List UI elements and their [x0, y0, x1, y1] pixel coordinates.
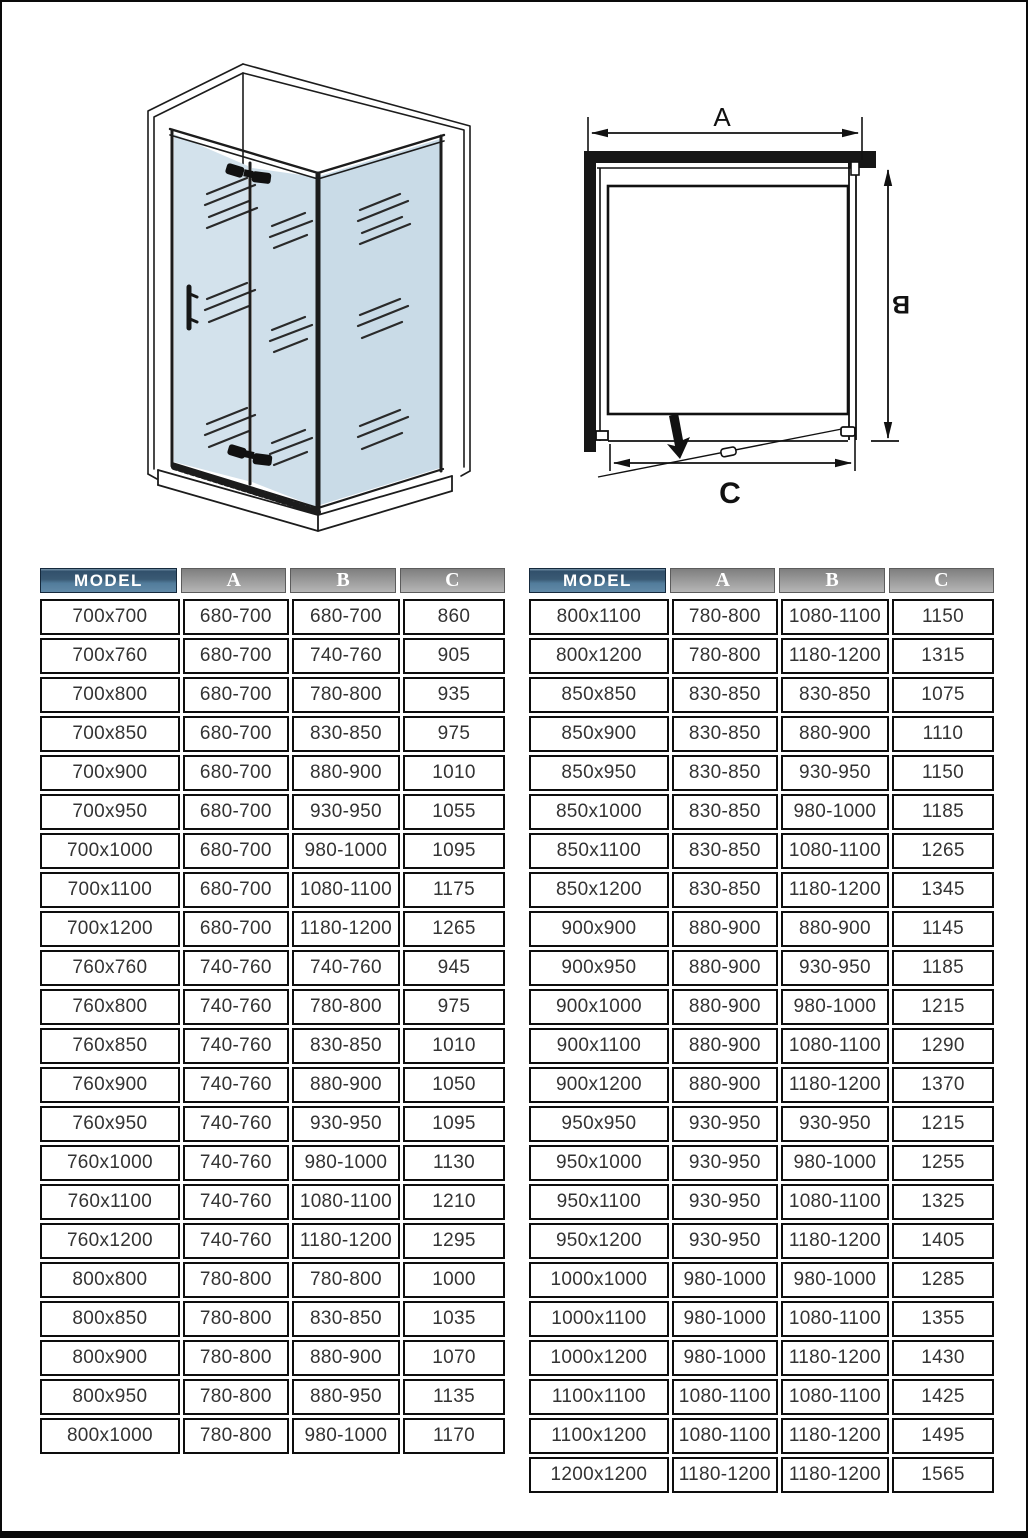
dim-a-cell: 680-700 [183, 755, 289, 791]
dim-a-cell: 830-850 [672, 872, 778, 908]
plan-view-diagram [584, 102, 910, 510]
table-row [529, 872, 994, 908]
dim-b-cell: 1180-1200 [781, 1067, 889, 1103]
dim-c-cell: 1130 [403, 1145, 505, 1181]
table-row [40, 833, 505, 869]
dim-a-cell: 680-700 [183, 911, 289, 947]
column-header-c: C [889, 568, 994, 593]
dim-b-cell: 880-900 [781, 911, 889, 947]
model-cell: 950x1200 [529, 1223, 669, 1259]
dim-c-cell: 1425 [892, 1379, 994, 1415]
dim-a-cell: 830-850 [672, 755, 778, 791]
model-cell: 900x1000 [529, 989, 669, 1025]
model-cell: 850x850 [529, 677, 669, 713]
model-cell: 800x800 [40, 1262, 180, 1298]
dim-c-label: C [719, 477, 741, 510]
dim-c-cell: 1150 [892, 599, 994, 635]
dim-b-cell: 1180-1200 [781, 638, 889, 674]
table-row [529, 1184, 994, 1220]
model-cell: 850x950 [529, 755, 669, 791]
dim-a-cell: 830-850 [672, 677, 778, 713]
table-row [529, 1301, 994, 1337]
dim-c-cell: 1265 [892, 833, 994, 869]
dim-c-cell: 1175 [403, 872, 505, 908]
dim-c-cell: 1285 [892, 1262, 994, 1298]
model-cell: 700x800 [40, 677, 180, 713]
dim-b-cell: 1180-1200 [781, 1340, 889, 1376]
dim-b-cell: 1080-1100 [781, 1301, 889, 1337]
dim-b-cell: 830-850 [292, 1028, 400, 1064]
table-row [529, 1340, 994, 1376]
dim-a-cell: 880-900 [672, 911, 778, 947]
table-row [529, 599, 994, 635]
dim-b-cell: 880-900 [292, 1067, 400, 1103]
dim-a-cell: 680-700 [183, 794, 289, 830]
model-cell: 1000x1100 [529, 1301, 669, 1337]
table-row [529, 833, 994, 869]
table-row [40, 1067, 505, 1103]
dim-a-cell: 740-760 [183, 1106, 289, 1142]
table-row [529, 911, 994, 947]
dim-a-cell: 780-800 [183, 1340, 289, 1376]
dim-c-cell: 975 [403, 989, 505, 1025]
dim-c-cell: 945 [403, 950, 505, 986]
dim-c-cell: 1565 [892, 1457, 994, 1493]
dim-a-cell: 680-700 [183, 872, 289, 908]
top-hinge-right-clamp [251, 171, 271, 184]
dim-a-cell: 830-850 [672, 716, 778, 752]
dim-c-cell: 1215 [892, 989, 994, 1025]
model-cell: 700x1200 [40, 911, 180, 947]
size-table-left [37, 568, 508, 1457]
dim-a-cell: 880-900 [672, 1067, 778, 1103]
dim-c-cell: 1035 [403, 1301, 505, 1337]
dim-b-cell: 1080-1100 [781, 1379, 889, 1415]
dim-c-cell: 1010 [403, 755, 505, 791]
dim-b-cell: 980-1000 [781, 1262, 889, 1298]
dim-c-cell: 1110 [892, 716, 994, 752]
table-row [40, 1184, 505, 1220]
left-wall-foot [148, 474, 157, 479]
table-row [40, 911, 505, 947]
table-row [529, 755, 994, 791]
dim-a-cell: 780-800 [183, 1301, 289, 1337]
dim-a-label: A [713, 102, 731, 132]
dim-a-cell: 740-760 [183, 1067, 289, 1103]
dim-b-cell: 880-900 [292, 1340, 400, 1376]
dim-a-cell: 740-760 [183, 950, 289, 986]
table-row [40, 599, 505, 635]
dim-b-cell: 780-800 [292, 989, 400, 1025]
table-row [529, 638, 994, 674]
dim-a-cell: 780-800 [672, 599, 778, 635]
dim-b-cell: 1080-1100 [781, 599, 889, 635]
dim-a-cell: 980-1000 [672, 1301, 778, 1337]
table-row [529, 1262, 994, 1298]
dim-b-cell: 980-1000 [292, 1418, 400, 1454]
dim-b-cell: 1080-1100 [781, 1028, 889, 1064]
model-cell: 800x900 [40, 1340, 180, 1376]
plan-wall-bracket [851, 162, 859, 175]
table-row [40, 638, 505, 674]
dim-c-cell: 935 [403, 677, 505, 713]
dim-c-cell: 1185 [892, 794, 994, 830]
dim-c-cell: 1185 [892, 950, 994, 986]
model-cell: 950x1000 [529, 1145, 669, 1181]
dim-c-cell: 905 [403, 638, 505, 674]
dim-b-cell: 980-1000 [781, 1145, 889, 1181]
model-cell: 700x760 [40, 638, 180, 674]
dim-b-cell: 740-760 [292, 950, 400, 986]
dimension-c [610, 427, 855, 510]
dim-b-cell: 880-950 [292, 1379, 400, 1415]
model-cell: 760x1000 [40, 1145, 180, 1181]
table-row [40, 716, 505, 752]
dim-c-cell: 1495 [892, 1418, 994, 1454]
dim-a-cell: 780-800 [183, 1418, 289, 1454]
dim-c-cell: 1405 [892, 1223, 994, 1259]
dim-a-cell: 1180-1200 [672, 1457, 778, 1493]
dimension-b [871, 170, 910, 441]
dim-c-cell: 1055 [403, 794, 505, 830]
dim-a-cell: 930-950 [672, 1106, 778, 1142]
table-row [529, 1067, 994, 1103]
dim-c-cell: 1265 [403, 911, 505, 947]
plan-door-handle [720, 447, 736, 458]
dim-b-cell: 740-760 [292, 638, 400, 674]
table-row [529, 950, 994, 986]
dim-a-cell: 680-700 [183, 638, 289, 674]
dim-c-cell: 1210 [403, 1184, 505, 1220]
dim-b-cell: 880-900 [292, 755, 400, 791]
dim-c-cell: 1050 [403, 1067, 505, 1103]
dim-c-cell: 860 [403, 599, 505, 635]
model-cell: 800x950 [40, 1379, 180, 1415]
model-cell: 700x1000 [40, 833, 180, 869]
size-table-right-header-row [526, 568, 997, 593]
dim-c-cell: 1135 [403, 1379, 505, 1415]
dim-b-cell: 1180-1200 [781, 872, 889, 908]
dim-c-cell: 1255 [892, 1145, 994, 1181]
dim-c-cell: 1295 [403, 1223, 505, 1259]
dim-b-cell: 1180-1200 [292, 1223, 400, 1259]
dim-a-cell: 780-800 [183, 1379, 289, 1415]
dim-c-cell: 1095 [403, 1106, 505, 1142]
dim-c-cell: 1290 [892, 1028, 994, 1064]
table-row [40, 1145, 505, 1181]
plan-left-wall [584, 151, 596, 452]
dim-b-cell: 1180-1200 [292, 911, 400, 947]
dim-b-cell: 1080-1100 [292, 1184, 400, 1220]
dim-a-cell: 680-700 [183, 599, 289, 635]
table-row [529, 1028, 994, 1064]
column-header-b: B [290, 568, 395, 593]
dim-b-cell: 930-950 [781, 755, 889, 791]
dim-a-cell: 780-800 [183, 1262, 289, 1298]
dim-c-cell: 1315 [892, 638, 994, 674]
model-cell: 850x1200 [529, 872, 669, 908]
table-row [40, 1028, 505, 1064]
dim-b-cell: 1080-1100 [292, 872, 400, 908]
table-row [529, 716, 994, 752]
model-cell: 800x1200 [529, 638, 669, 674]
table-row [529, 1106, 994, 1142]
dim-c-cell: 1345 [892, 872, 994, 908]
model-cell: 700x850 [40, 716, 180, 752]
dim-a-cell: 830-850 [672, 833, 778, 869]
table-row [529, 1379, 994, 1415]
diagrams-canvas [0, 0, 1028, 545]
dim-c-cell: 1170 [403, 1418, 505, 1454]
right-wall-foot [461, 471, 470, 476]
table-row [40, 1418, 505, 1454]
model-cell: 900x950 [529, 950, 669, 986]
table-row [529, 1145, 994, 1181]
table-row [529, 1223, 994, 1259]
dim-c-cell: 1145 [892, 911, 994, 947]
plan-top-wall [584, 151, 876, 163]
dim-b-label: B [891, 290, 911, 318]
dim-b-cell: 930-950 [292, 794, 400, 830]
dim-b-cell: 930-950 [781, 1106, 889, 1142]
table-row [40, 794, 505, 830]
dim-b-cell: 1180-1200 [781, 1418, 889, 1454]
plan-door-pivot [596, 431, 608, 440]
plan-tray [608, 186, 848, 414]
dim-a-cell: 880-900 [672, 950, 778, 986]
table-row [40, 677, 505, 713]
table-row [40, 1340, 505, 1376]
model-cell: 760x900 [40, 1067, 180, 1103]
plan-door-end-cap [841, 427, 855, 436]
model-cell: 700x950 [40, 794, 180, 830]
model-cell: 1000x1000 [529, 1262, 669, 1298]
model-cell: 800x850 [40, 1301, 180, 1337]
model-cell: 900x1100 [529, 1028, 669, 1064]
dim-a-cell: 740-760 [183, 1223, 289, 1259]
dim-b-cell: 680-700 [292, 599, 400, 635]
column-header-a: A [670, 568, 775, 593]
dim-a-cell: 1080-1100 [672, 1418, 778, 1454]
table-row [40, 950, 505, 986]
dim-b-cell: 780-800 [292, 1262, 400, 1298]
model-cell: 950x950 [529, 1106, 669, 1142]
model-cell: 800x1100 [529, 599, 669, 635]
dim-c-cell: 1075 [892, 677, 994, 713]
table-row [40, 989, 505, 1025]
table-row [529, 677, 994, 713]
model-cell: 900x1200 [529, 1067, 669, 1103]
dim-b-cell: 780-800 [292, 677, 400, 713]
dim-b-cell: 830-850 [292, 1301, 400, 1337]
model-cell: 700x1100 [40, 872, 180, 908]
column-header-b: B [779, 568, 884, 593]
dim-a-cell: 740-760 [183, 1145, 289, 1181]
dim-a-cell: 980-1000 [672, 1340, 778, 1376]
dim-b-cell: 980-1000 [781, 794, 889, 830]
dim-a-cell: 930-950 [672, 1223, 778, 1259]
column-header-a: A [181, 568, 286, 593]
model-cell: 760x1100 [40, 1184, 180, 1220]
dim-c-cell: 1430 [892, 1340, 994, 1376]
model-cell: 900x900 [529, 911, 669, 947]
model-cell: 850x900 [529, 716, 669, 752]
dim-a-cell: 740-760 [183, 989, 289, 1025]
table-row [40, 1379, 505, 1415]
model-cell: 1100x1200 [529, 1418, 669, 1454]
dim-b-cell: 830-850 [781, 677, 889, 713]
size-table-right [526, 568, 997, 1496]
dim-b-cell: 880-900 [781, 716, 889, 752]
column-header-model: MODEL [40, 568, 177, 593]
dim-c-cell: 975 [403, 716, 505, 752]
dim-a-cell: 680-700 [183, 677, 289, 713]
model-cell: 760x800 [40, 989, 180, 1025]
dim-a-cell: 930-950 [672, 1184, 778, 1220]
table-row [529, 1457, 994, 1493]
table-row [40, 1301, 505, 1337]
dim-c-cell: 1325 [892, 1184, 994, 1220]
plan-walls [584, 151, 876, 452]
column-header-model: MODEL [529, 568, 666, 593]
table-row [40, 872, 505, 908]
table-row [529, 794, 994, 830]
table-row [529, 1418, 994, 1454]
dim-b-cell: 930-950 [292, 1106, 400, 1142]
plan-enclosure [596, 162, 859, 477]
dim-b-cell: 980-1000 [292, 1145, 400, 1181]
dim-c-cell: 1095 [403, 833, 505, 869]
dim-c-cell: 1070 [403, 1340, 505, 1376]
model-cell: 700x700 [40, 599, 180, 635]
model-cell: 800x1000 [40, 1418, 180, 1454]
side-panel-glass [320, 139, 440, 505]
table-row [529, 989, 994, 1025]
table-row [40, 755, 505, 791]
dim-b-cell: 1180-1200 [781, 1457, 889, 1493]
size-table-left-grid [37, 596, 508, 1457]
dim-c-cell: 1150 [892, 755, 994, 791]
dim-a-cell: 680-700 [183, 833, 289, 869]
table-row [40, 1262, 505, 1298]
model-cell: 950x1100 [529, 1184, 669, 1220]
dim-a-cell: 680-700 [183, 716, 289, 752]
dim-a-cell: 740-760 [183, 1028, 289, 1064]
model-cell: 760x1200 [40, 1223, 180, 1259]
size-table-right-grid [526, 596, 997, 1496]
model-cell: 760x760 [40, 950, 180, 986]
column-header-c: C [400, 568, 505, 593]
dim-b-cell: 1080-1100 [781, 833, 889, 869]
dim-a-cell: 830-850 [672, 794, 778, 830]
dim-c-cell: 1370 [892, 1067, 994, 1103]
model-cell: 1200x1200 [529, 1457, 669, 1493]
dim-b-cell: 830-850 [292, 716, 400, 752]
size-table-left-header-row [37, 568, 508, 593]
dim-b-cell: 1080-1100 [781, 1184, 889, 1220]
dim-a-cell: 740-760 [183, 1184, 289, 1220]
dim-c-cell: 1000 [403, 1262, 505, 1298]
dim-c-cell: 1355 [892, 1301, 994, 1337]
table-row [40, 1223, 505, 1259]
model-cell: 1000x1200 [529, 1340, 669, 1376]
dim-a-cell: 1080-1100 [672, 1379, 778, 1415]
model-cell: 1100x1100 [529, 1379, 669, 1415]
dim-b-cell: 930-950 [781, 950, 889, 986]
dim-a-cell: 980-1000 [672, 1262, 778, 1298]
dim-b-cell: 1180-1200 [781, 1223, 889, 1259]
model-cell: 760x950 [40, 1106, 180, 1142]
door-swing-arrow-icon [667, 413, 690, 459]
model-cell: 850x1100 [529, 833, 669, 869]
dim-b-cell: 980-1000 [292, 833, 400, 869]
isometric-enclosure-diagram [148, 64, 470, 531]
dim-c-cell: 1215 [892, 1106, 994, 1142]
bottom-hinge-right-clamp [252, 453, 272, 466]
model-cell: 700x900 [40, 755, 180, 791]
dim-a-cell: 930-950 [672, 1145, 778, 1181]
dim-a-cell: 880-900 [672, 989, 778, 1025]
dim-a-cell: 880-900 [672, 1028, 778, 1064]
dim-a-cell: 780-800 [672, 638, 778, 674]
model-cell: 850x1000 [529, 794, 669, 830]
dim-c-cell: 1010 [403, 1028, 505, 1064]
table-row [40, 1106, 505, 1142]
model-cell: 760x850 [40, 1028, 180, 1064]
dim-b-cell: 980-1000 [781, 989, 889, 1025]
